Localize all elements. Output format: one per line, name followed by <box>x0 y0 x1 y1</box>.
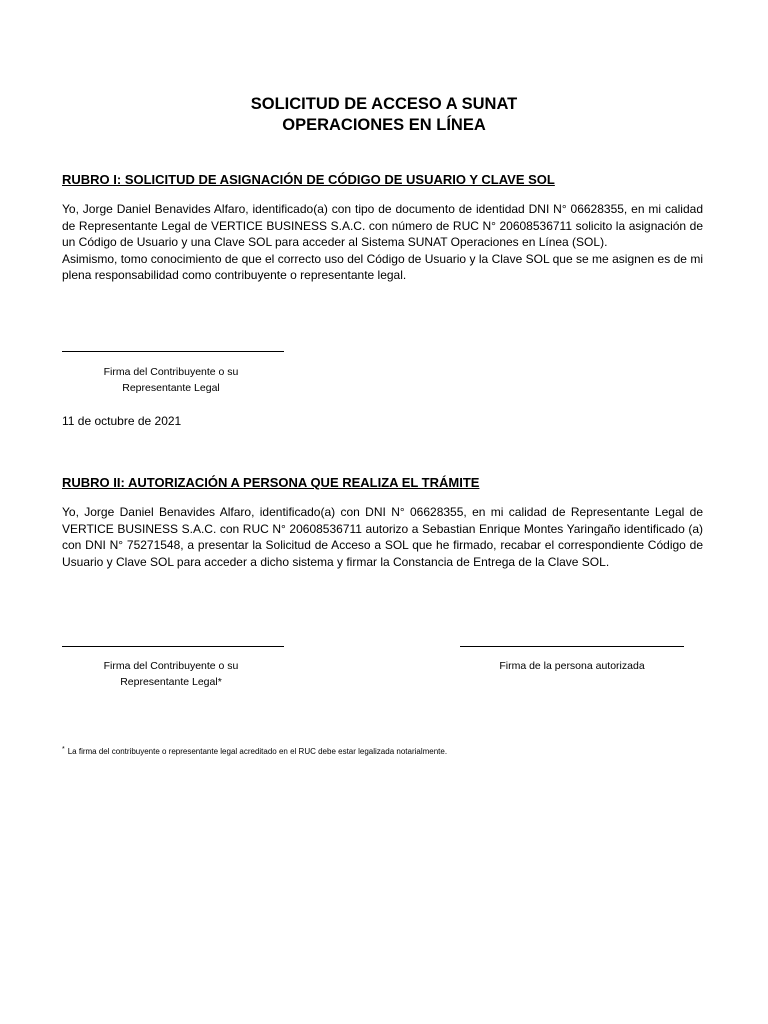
rubro1-signature-line <box>62 351 284 352</box>
rubro1-heading: RUBRO I: SOLICITUD DE ASIGNACIÓN DE CÓDIGO DE USUARIO Y CLAVE SOL <box>62 172 555 187</box>
rubro1-signature-caption-line1: Firma del Contribuyente o su <box>103 366 239 378</box>
document-date: 11 de octubre de 2021 <box>62 414 182 428</box>
footnote <box>62 744 447 758</box>
rubro2-paragraph: Yo, Jorge Daniel Benavides Alfaro, identificado(a) con DNI N° 06628355, en mi calidad de Representante Legal de VERTICE BUSINESS S.A.C. con RUC N° 20608536711 autorizo a Sebastian Enrique Montes Yaringaño identificado (a) con DNI N° 75271548, a presentar la Solicitud de Acceso a SOL que he firmado, recabar el correspondiente Código de Usuario y Clave SOL para acceder a dicho sistema y firmar la Constancia de Entrega de la Clave SOL. <box>62 505 703 569</box>
footnote-text: La firma del contribuyente o representante legal acreditado en el RUC debe estar legalizada notarialmente. <box>67 747 448 756</box>
document-title-line1: SOLICITUD DE ACCESO A SUNAT <box>250 95 518 113</box>
rubro2-heading: RUBRO II: AUTORIZACIÓN A PERSONA QUE REALIZA EL TRÁMITE <box>62 475 480 490</box>
rubro1-paragraph2: Asimismo, tomo conocimiento de que el correcto uso del Código de Usuario y la Clave SOL que se me asignen es de mi plena responsabilidad como contribuyente o representante legal. <box>62 251 703 282</box>
rubro1-signature-caption-line2: Representante Legal <box>122 381 220 394</box>
rubro2-left-signature-line <box>62 646 284 647</box>
rubro2-left-signature-caption <box>62 659 280 690</box>
rubro1-paragraph1: Yo, Jorge Daniel Benavides Alfaro, identificado(a) con tipo de documento de identidad DNI N° 06628355, en mi calidad de Representante Legal de VERTICE BUSINESS S.A.C. con número de RUC N° 20608536711 solicito la asignación de un Código de Usuario y una Clave SOL para acceder al Sistema SUNAT Operaciones en Línea (SOL). <box>62 202 703 249</box>
rubro2-right-signature-caption: Firma de la persona autorizada <box>499 660 645 672</box>
rubro2-right-signature-line <box>460 646 684 647</box>
document-title-line2: OPERACIONES EN LÍNEA <box>282 116 486 134</box>
rubro2-left-signature-caption-line1: Firma del Contribuyente o su <box>103 660 239 672</box>
rubro1-signature-caption <box>62 365 280 396</box>
rubro2-body <box>62 504 703 570</box>
rubro1-body <box>62 201 703 284</box>
rubro2-left-signature-caption-line2: Representante Legal* <box>120 675 222 688</box>
footnote-marker: * <box>62 746 65 753</box>
